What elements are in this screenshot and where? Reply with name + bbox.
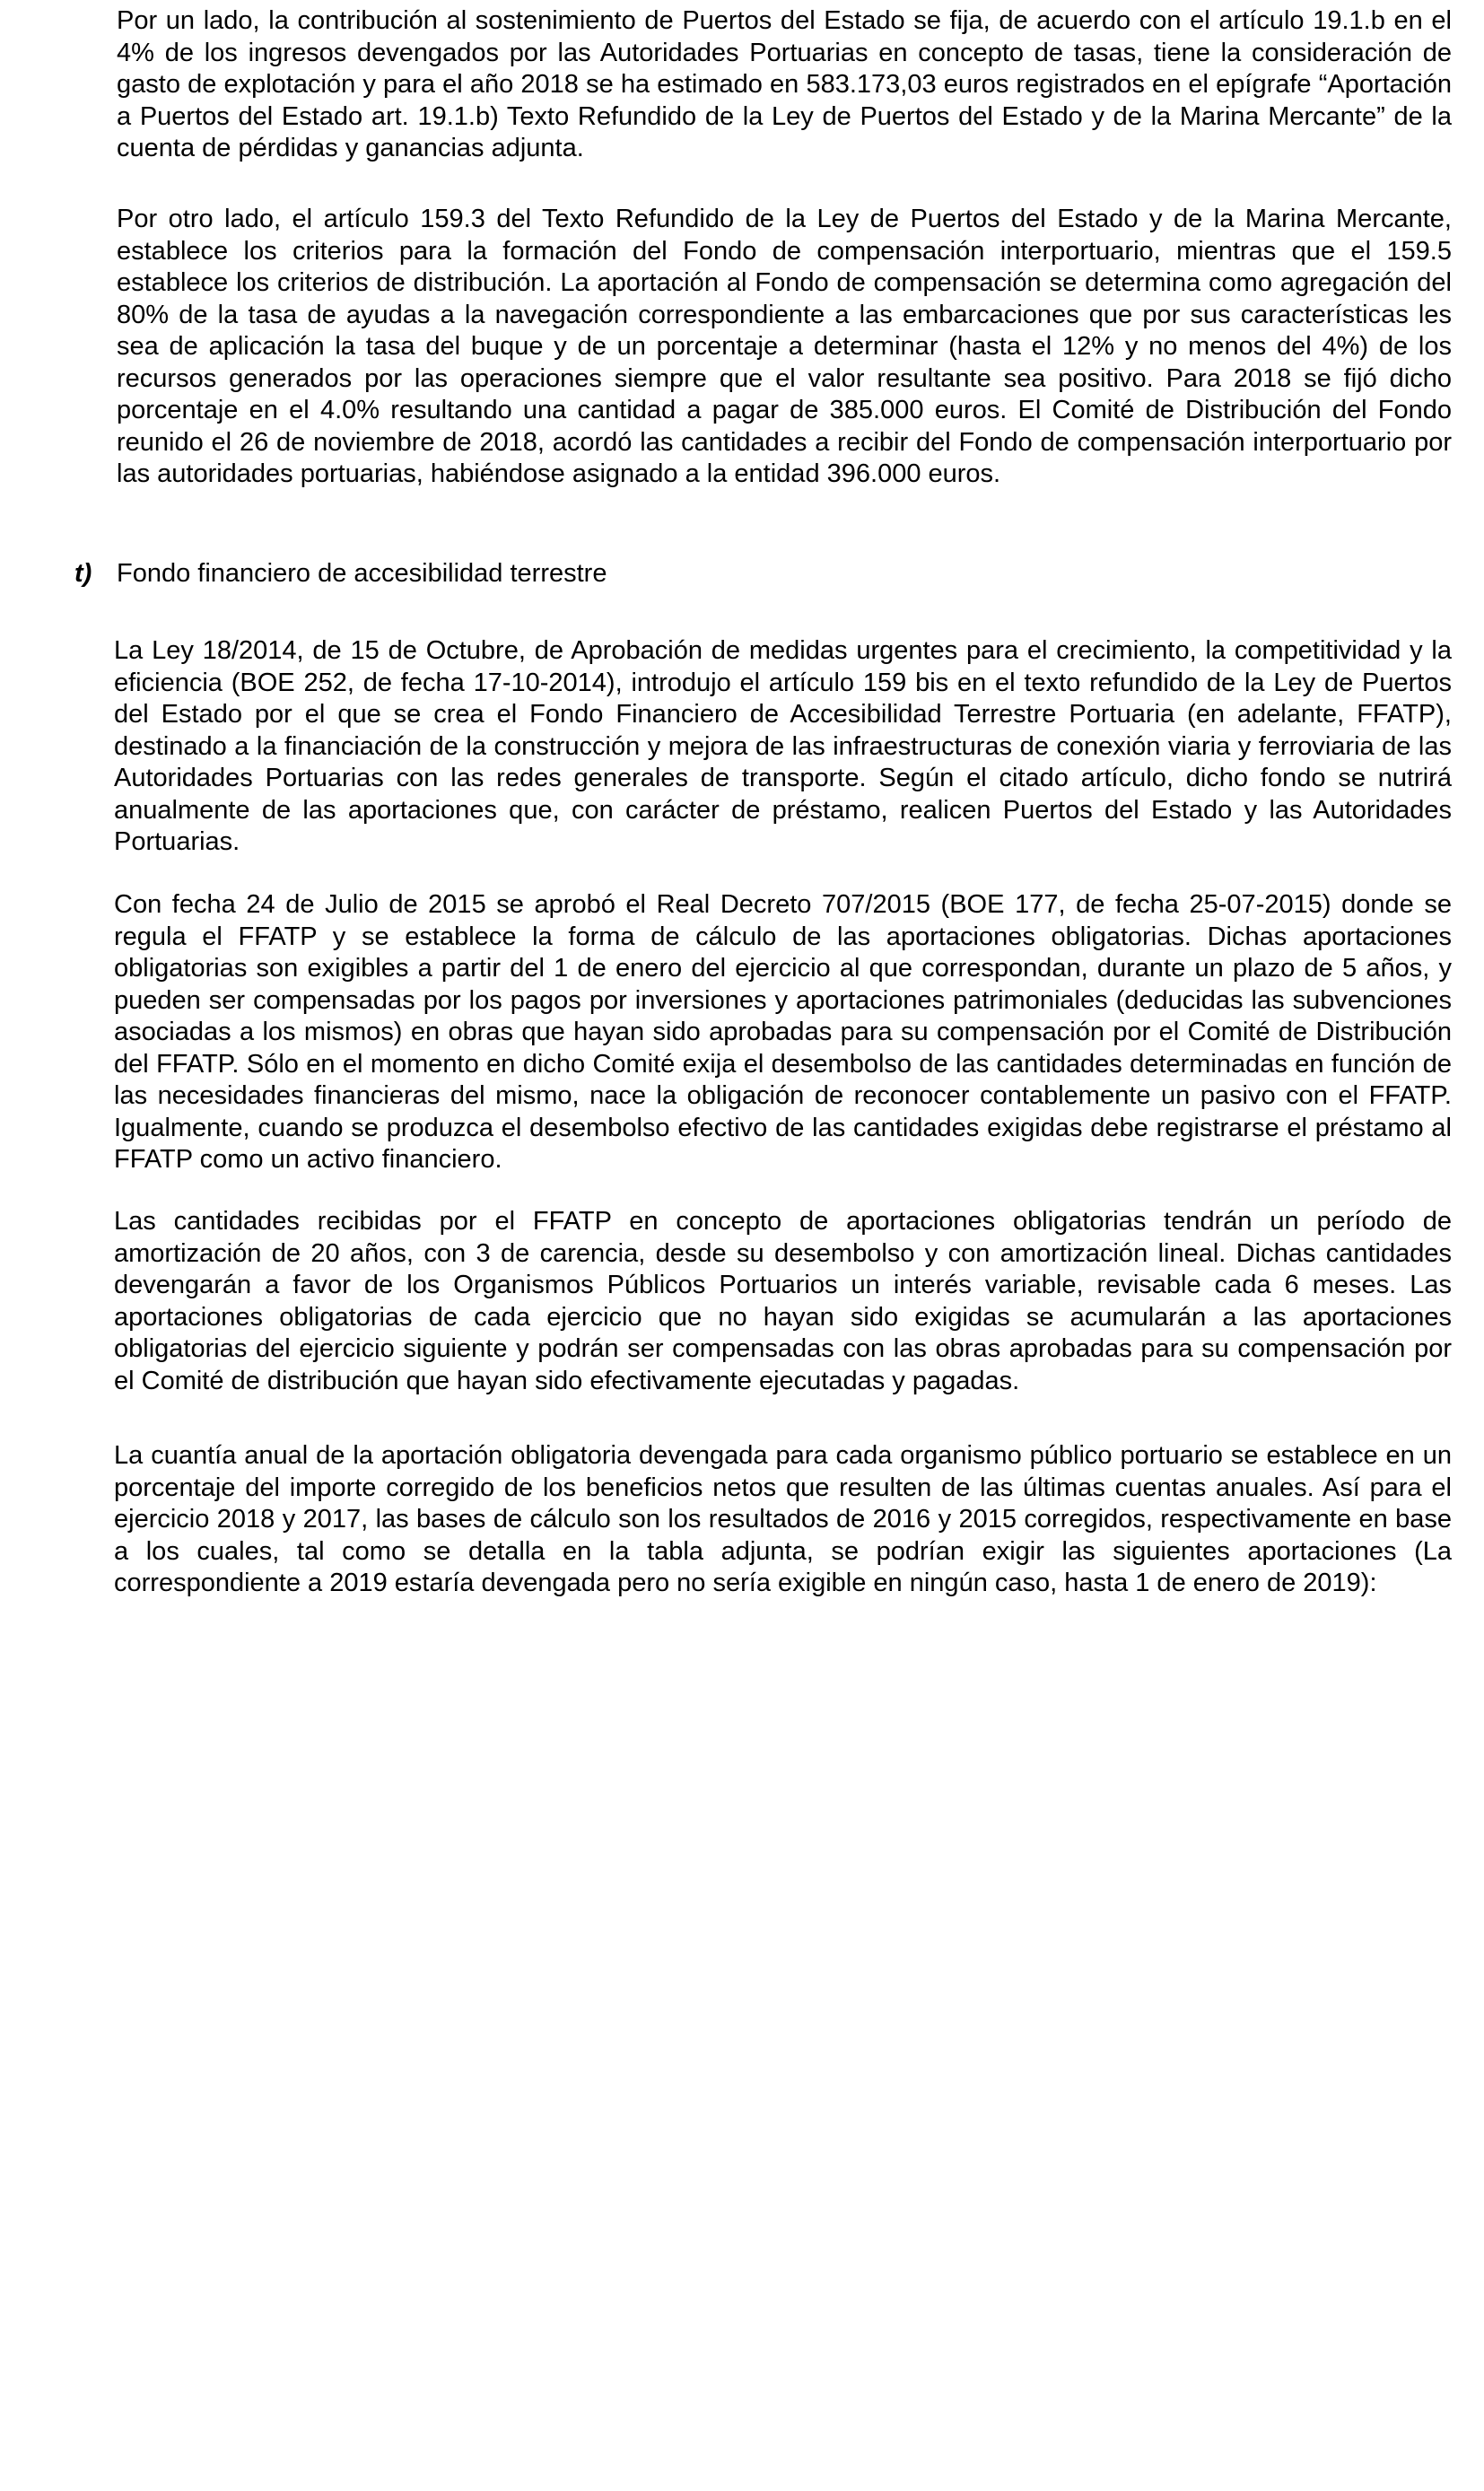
paragraph-cuantia-anual: La cuantía anual de la aportación obligatoria devengada para cada organismo público portuario se establece en un porcentaje del importe corregido de los beneficios netos que resulten de las últimas cuentas anuales. Así para el ejercicio 2018 y 2017, las bases de cálculo son los resultados de 2016 y 2015 corregidos, respectivamente en base a los cuales, tal como se detalla en la tabla adjunta, se podrían exigir las siguientes aportaciones (La correspondiente a 2019 estaría devengada pero no sería exigible en ningún caso, hasta 1 de enero de 2019): bbox=[114, 1441, 1452, 1597]
section-heading bbox=[74, 558, 607, 590]
paragraph-cantidades-recibidas: Las cantidades recibidas por el FFATP en concepto de aportaciones obligatorias tendrán un período de amortización de 20 años, con 3 de carencia, desde su desembolso y con amortización lineal. Dichas cantidades devengarán a favor de los Organismos Públicos Portuarios un interés variable, revisable cada 6 meses. Las aportaciones obligatorias de cada ejercicio que no hayan sido exigidas se acumularán a las aportaciones obligatorias del ejercicio siguiente y podrán ser compensadas con las obras aprobadas para su compensación por el Comité de distribución que hayan sido efectivamente ejecutadas y pagadas. bbox=[114, 1207, 1452, 1395]
paragraph-fondo-compensacion-interportuario: Por otro lado, el artículo 159.3 del Texto Refundido de la Ley de Puertos del Estado y de la Marina Mercante, establece los criterios para la formación del Fondo de compensación interportuario, mientras que el 159.5 establece los criterios de distribución. La aportación al Fondo de compensación se determina como agregación del 80% de la tasa de ayudas a la navegación correspondiente a las embarcaciones que por sus características les sea de aplicación la tasa del buque y de un porcentaje a determinar (hasta el 12% y no menos del 4%) de los recursos generados por las operaciones siempre que el valor resultante sea positivo. Para 2018 se fijó dicho porcentaje en el 4.0% resultando una cantidad a pagar de 385.000 euros. El Comité de Distribución del Fondo reunido el 26 de noviembre de 2018, acordó las cantidades a recibir del Fondo de compensación interportuario por las autoridades portuarias, habiéndose asignado a la entidad 396.000 euros. bbox=[117, 205, 1452, 488]
paragraph-real-decreto-707-2015: Con fecha 24 de Julio de 2015 se aprobó el Real Decreto 707/2015 (BOE 177, de fecha 25-07-2015) donde se regula el FFATP y se establece la forma de cálculo de las aportaciones obligatorias. Dichas aportaciones obligatorias son exigibles a partir del 1 de enero del ejercicio al que correspondan, durante un plazo de 5 años, y pueden ser compensadas por los pagos por inversiones y aportaciones patrimoniales (deducidas las subvenciones asociadas a los mismos) en obras que hayan sido aprobadas para su compensación por el Comité de Distribución del FFATP. Sólo en el momento en dicho Comité exija el desembolso de las cantidades determinadas en función de las necesidades financieras del mismo, nace la obligación de reconocer contablemente un pasivo con el FFATP. Igualmente, cuando se produzca el desembolso efectivo de las cantidades exigidas debe registrarse el préstamo al FFATP como un activo financiero. bbox=[114, 890, 1452, 1174]
paragraph-contribucion-puertos-del-estado: Por un lado, la contribución al sostenimiento de Puertos del Estado se fija, de acuerdo con el artículo 19.1.b en el 4% de los ingresos devengados por las Autoridades Portuarias en concepto de tasas, tiene la consideración de gasto de explotación y para el año 2018 se ha estimado en 583.173,03 euros registrados en el epígrafe “Aportación a Puertos del Estado art. 19.1.b) Texto Refundido de la Ley de Puertos del Estado y de la Marina Mercante” de la cuenta de pérdidas y ganancias adjunta. bbox=[117, 6, 1452, 162]
section-title: Fondo financiero de accesibilidad terrestre bbox=[117, 559, 607, 588]
section-letter: t) bbox=[74, 559, 92, 588]
paragraph-ley-18-2014: La Ley 18/2014, de 15 de Octubre, de Aprobación de medidas urgentes para el crecimiento, la competitividad y la eficiencia (BOE 252, de fecha 17-10-2014), introdujo el artículo 159 bis en el texto refundido de la Ley de Puertos del Estado por el que se crea el Fondo Financiero de Accesibilidad Terrestre Portuaria (en adelante, FFATP), destinado a la financiación de la construcción y mejora de las infraestructuras de conexión viaria y ferroviaria de las Autoridades Portuarias con las redes generales de transporte. Según el citado artículo, dicho fondo se nutrirá anualmente de las aportaciones que, con carácter de préstamo, realicen Puertos del Estado y las Autoridades Portuarias. bbox=[114, 636, 1452, 856]
